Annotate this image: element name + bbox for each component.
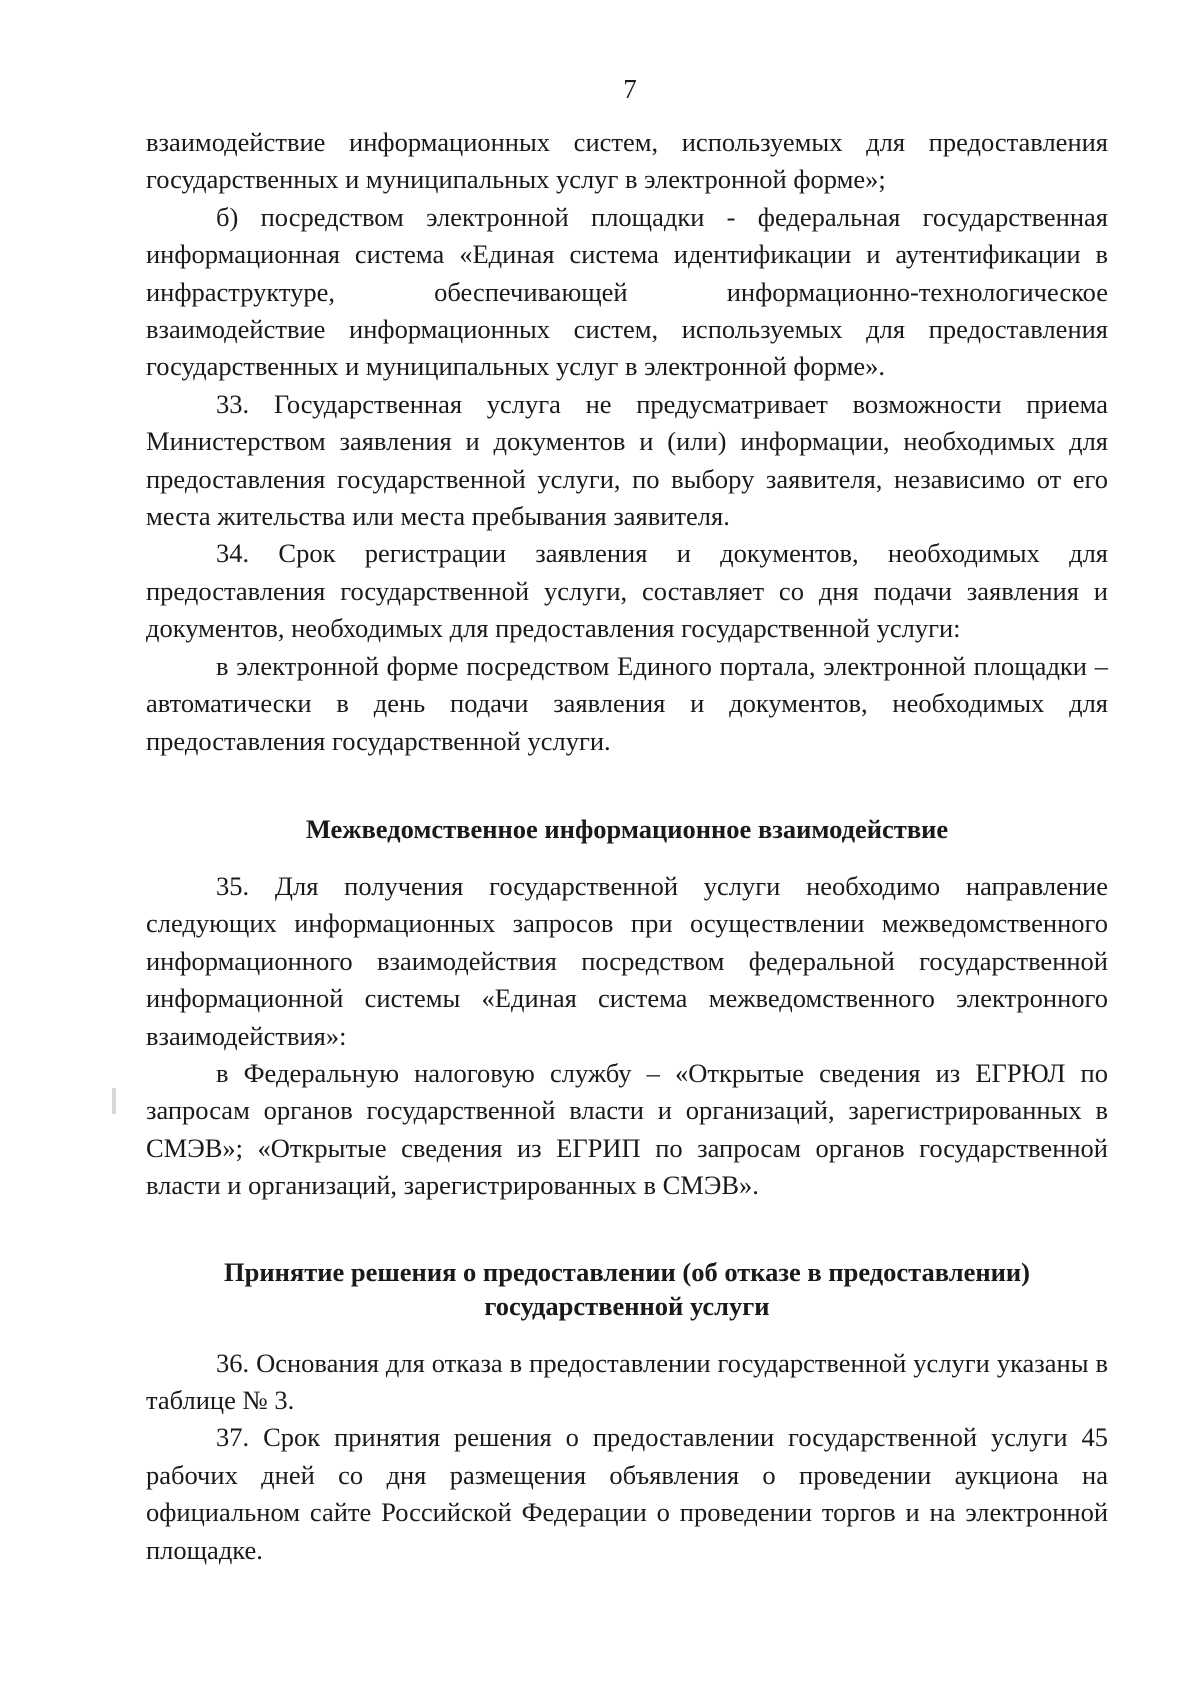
page-number: 7 <box>623 74 637 104</box>
document-body <box>146 124 1108 1569</box>
paragraph-34: 34. Срок регистрации заявления и документов, необходимых для предоставления государственной услуги, составляет со дня подачи заявления и документов, необходимых для предоставления государственной услуги: <box>146 538 1108 644</box>
paragraph-37: 37. Срок принятия решения о предоставлении государственной услуги 45 рабочих дней со дня размещения объявления о проведении аукциона на официальном сайте Российской Федерации о проведении торгов и на электронной площадке. <box>146 1422 1108 1565</box>
paragraph-b: б) посредством электронной площадки - федеральная государственная информационная система «Единая система идентификации и аутентификации в инфраструктуре, обеспечивающей информационно-технологическое взаимодействие информационных систем, используемых для предоставления государственных и муниципальных услуг в электронной форме». <box>146 201 1108 382</box>
paragraph-35-tax-service: в Федеральную налоговую службу – «Открытые сведения из ЕГРЮЛ по запросам органов государственной власти и организаций, зарегистрированных в СМЭВ»; «Открытые сведения из ЕГРИП по запросам органов государственной власти и организаций, зарегистрированных в СМЭВ». <box>146 1057 1108 1201</box>
section-heading-decision-line-1: Принятие решения о предоставлении (об отказе в предоставлении) <box>224 1256 1030 1287</box>
paragraph-33: 33. Государственная услуга не предусматривает возможности приема Министерством заявления и документов и (или) информации, необходимых для предоставления государственной услуги, по выбору заявителя, независимо от его места жительства или места пребывания заявителя. <box>146 388 1108 532</box>
paragraph-continuation: взаимодействие информационных систем, используемых для предоставления государственных и муниципальных услуг в электронной форме»; <box>146 127 1108 195</box>
section-heading-decision <box>146 1255 1108 1323</box>
section-heading-interagency: Межведомственное информационное взаимодействие <box>305 813 949 844</box>
paragraph-36: 36. Основания для отказа в предоставлении государственной услуги указаны в таблице № 3. <box>146 1347 1108 1415</box>
section-heading-decision-line-2: государственной услуги <box>484 1290 770 1321</box>
paragraph-35: 35. Для получения государственной услуги необходимо направление следующих информационных запросов при осуществлении межведомственного информационного взаимодействия посредством федеральной государственной информационной системы «Единая система межведомственного электронного взаимодействия»: <box>146 870 1108 1051</box>
paragraph-34-electronic: в электронной форме посредством Единого портала, электронной площадки – автоматически в день подачи заявления и документов, необходимых для предоставления государственной услуги. <box>146 650 1108 756</box>
scan-artifact <box>112 1088 116 1114</box>
